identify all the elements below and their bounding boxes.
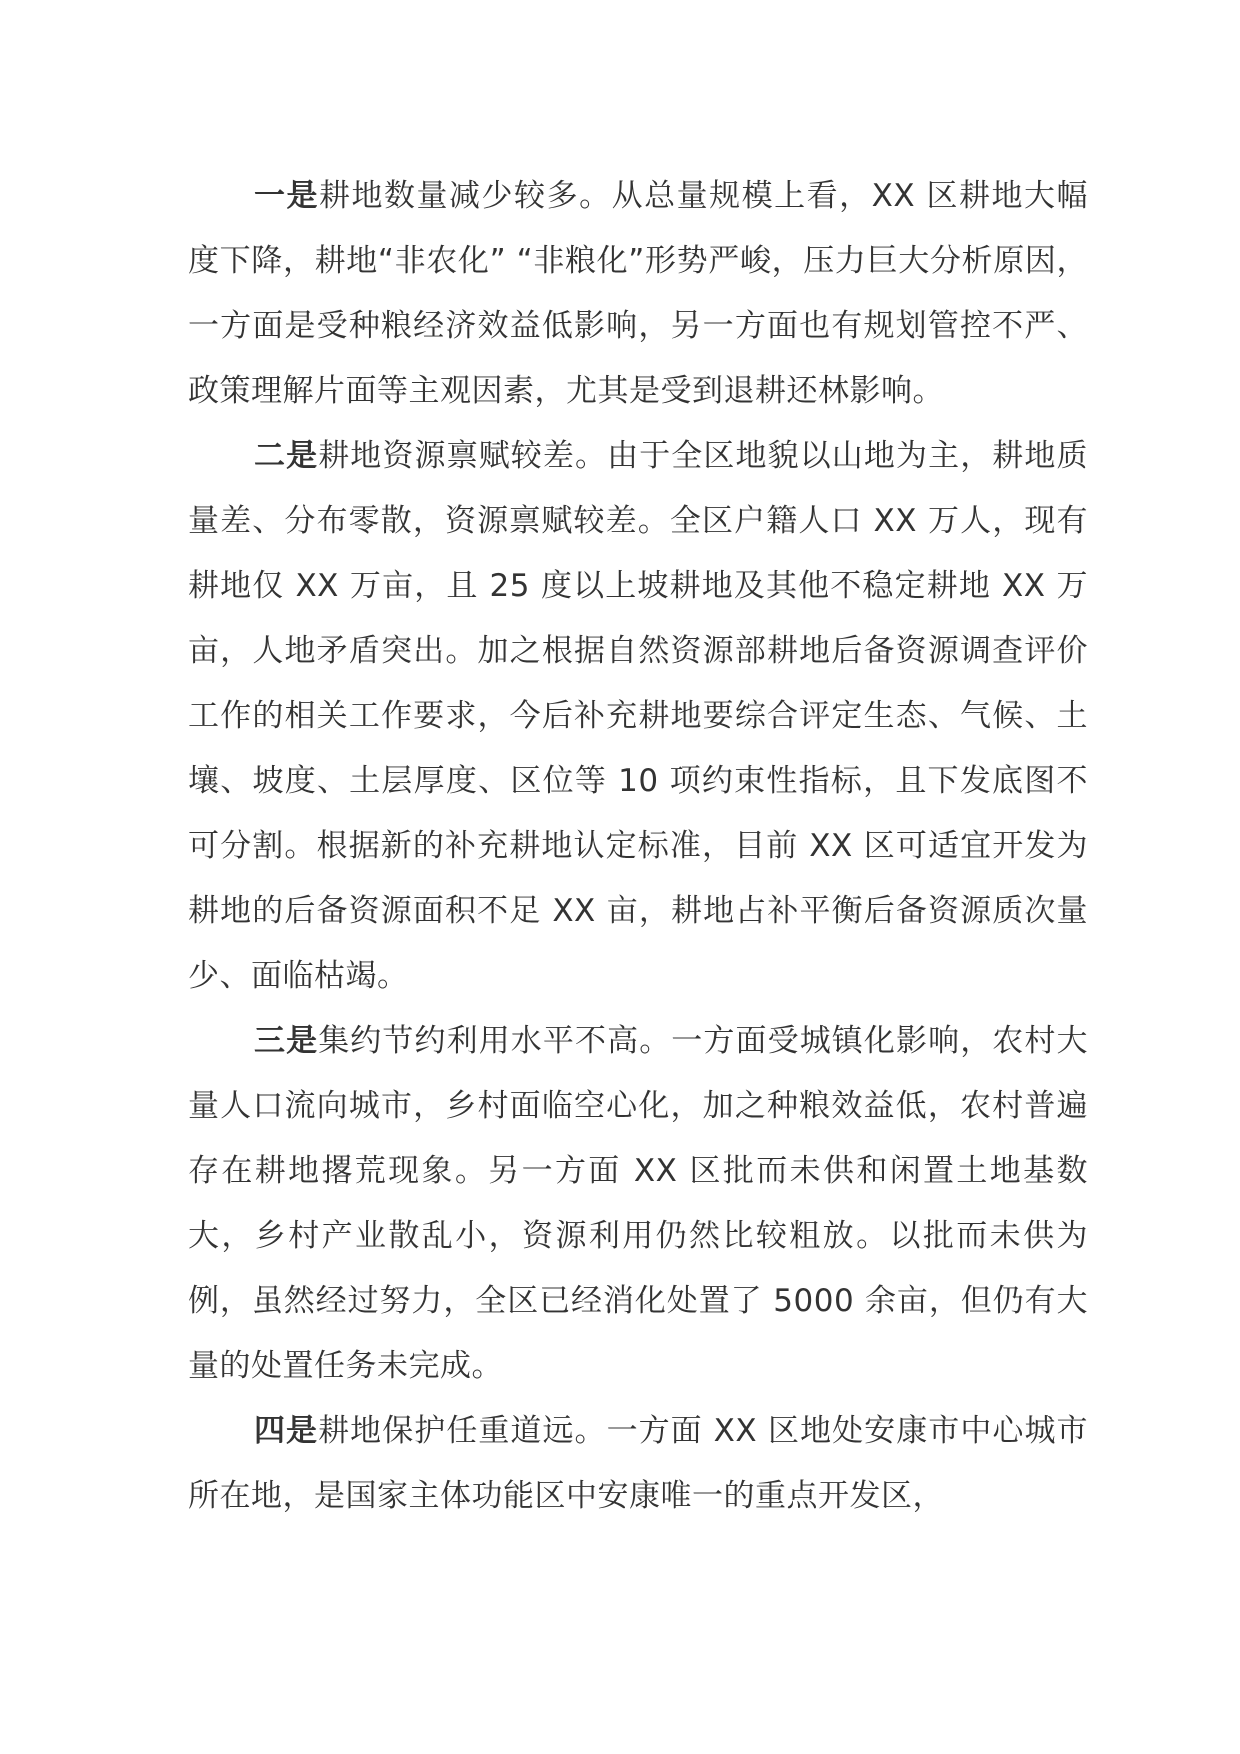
- paragraph-1-text: 耕地数量减少较多。从总量规模上看，XX 区耕地大幅度下降，耕地“非农化” “非粮化”形势严峻，压力巨大分析原因，一方面是受种粮经济效益低影响，另一方面也有规划管控不严、政策理解片面等主观因素，尤其是受到退耕还林影响。: [188, 178, 1088, 409]
- paragraph-4: [188, 1399, 1088, 1529]
- paragraph-2: [188, 424, 1088, 1009]
- paragraph-2-lead: 二是: [254, 438, 319, 474]
- paragraph-4-lead: 四是: [254, 1413, 319, 1449]
- paragraph-3-text: 集约节约利用水平不高。一方面受城镇化影响，农村大量人口流向城市，乡村面临空心化，加之种粮效益低，农村普遍存在耕地撂荒现象。另一方面 XX 区批而未供和闲置土地基数大，乡村产业散乱小，资源利用仍然比较粗放。以批而未供为例，虽然经过努力，全区已经消化处置了 5000 余亩，但仍有大量的处置任务未完成。: [188, 1023, 1089, 1384]
- paragraph-4-text: 耕地保护任重道远。一方面 XX 区地处安康市中心城市所在地，是国家主体功能区中安康唯一的重点开发区，: [188, 1413, 1088, 1514]
- paragraph-3-lead: 三是: [254, 1023, 319, 1059]
- paragraph-1-lead: 一是: [254, 178, 320, 214]
- paragraph-2-text: 耕地资源禀赋较差。由于全区地貌以山地为主，耕地质量差、分布零散，资源禀赋较差。全区户籍人口 XX 万人，现有耕地仅 XX 万亩，且 25 度以上坡耕地及其他不稳定耕地 XX 万亩，人地矛盾突出。加之根据自然资源部耕地后备资源调查评价工作的相关工作要求，今后补充耕地要综合评定生态、气候、土壤、坡度、土层厚度、区位等 10 项约束性指标，且下发底图不可分割。根据新的补充耕地认定标准，目前 XX 区可适宜开发为耕地的后备资源面积不足 XX 亩，耕地占补平衡后备资源质次量少、面临枯竭。: [188, 438, 1089, 994]
- paragraph-1: [188, 164, 1088, 424]
- paragraph-3: [188, 1009, 1088, 1399]
- document-body: [188, 164, 1088, 1529]
